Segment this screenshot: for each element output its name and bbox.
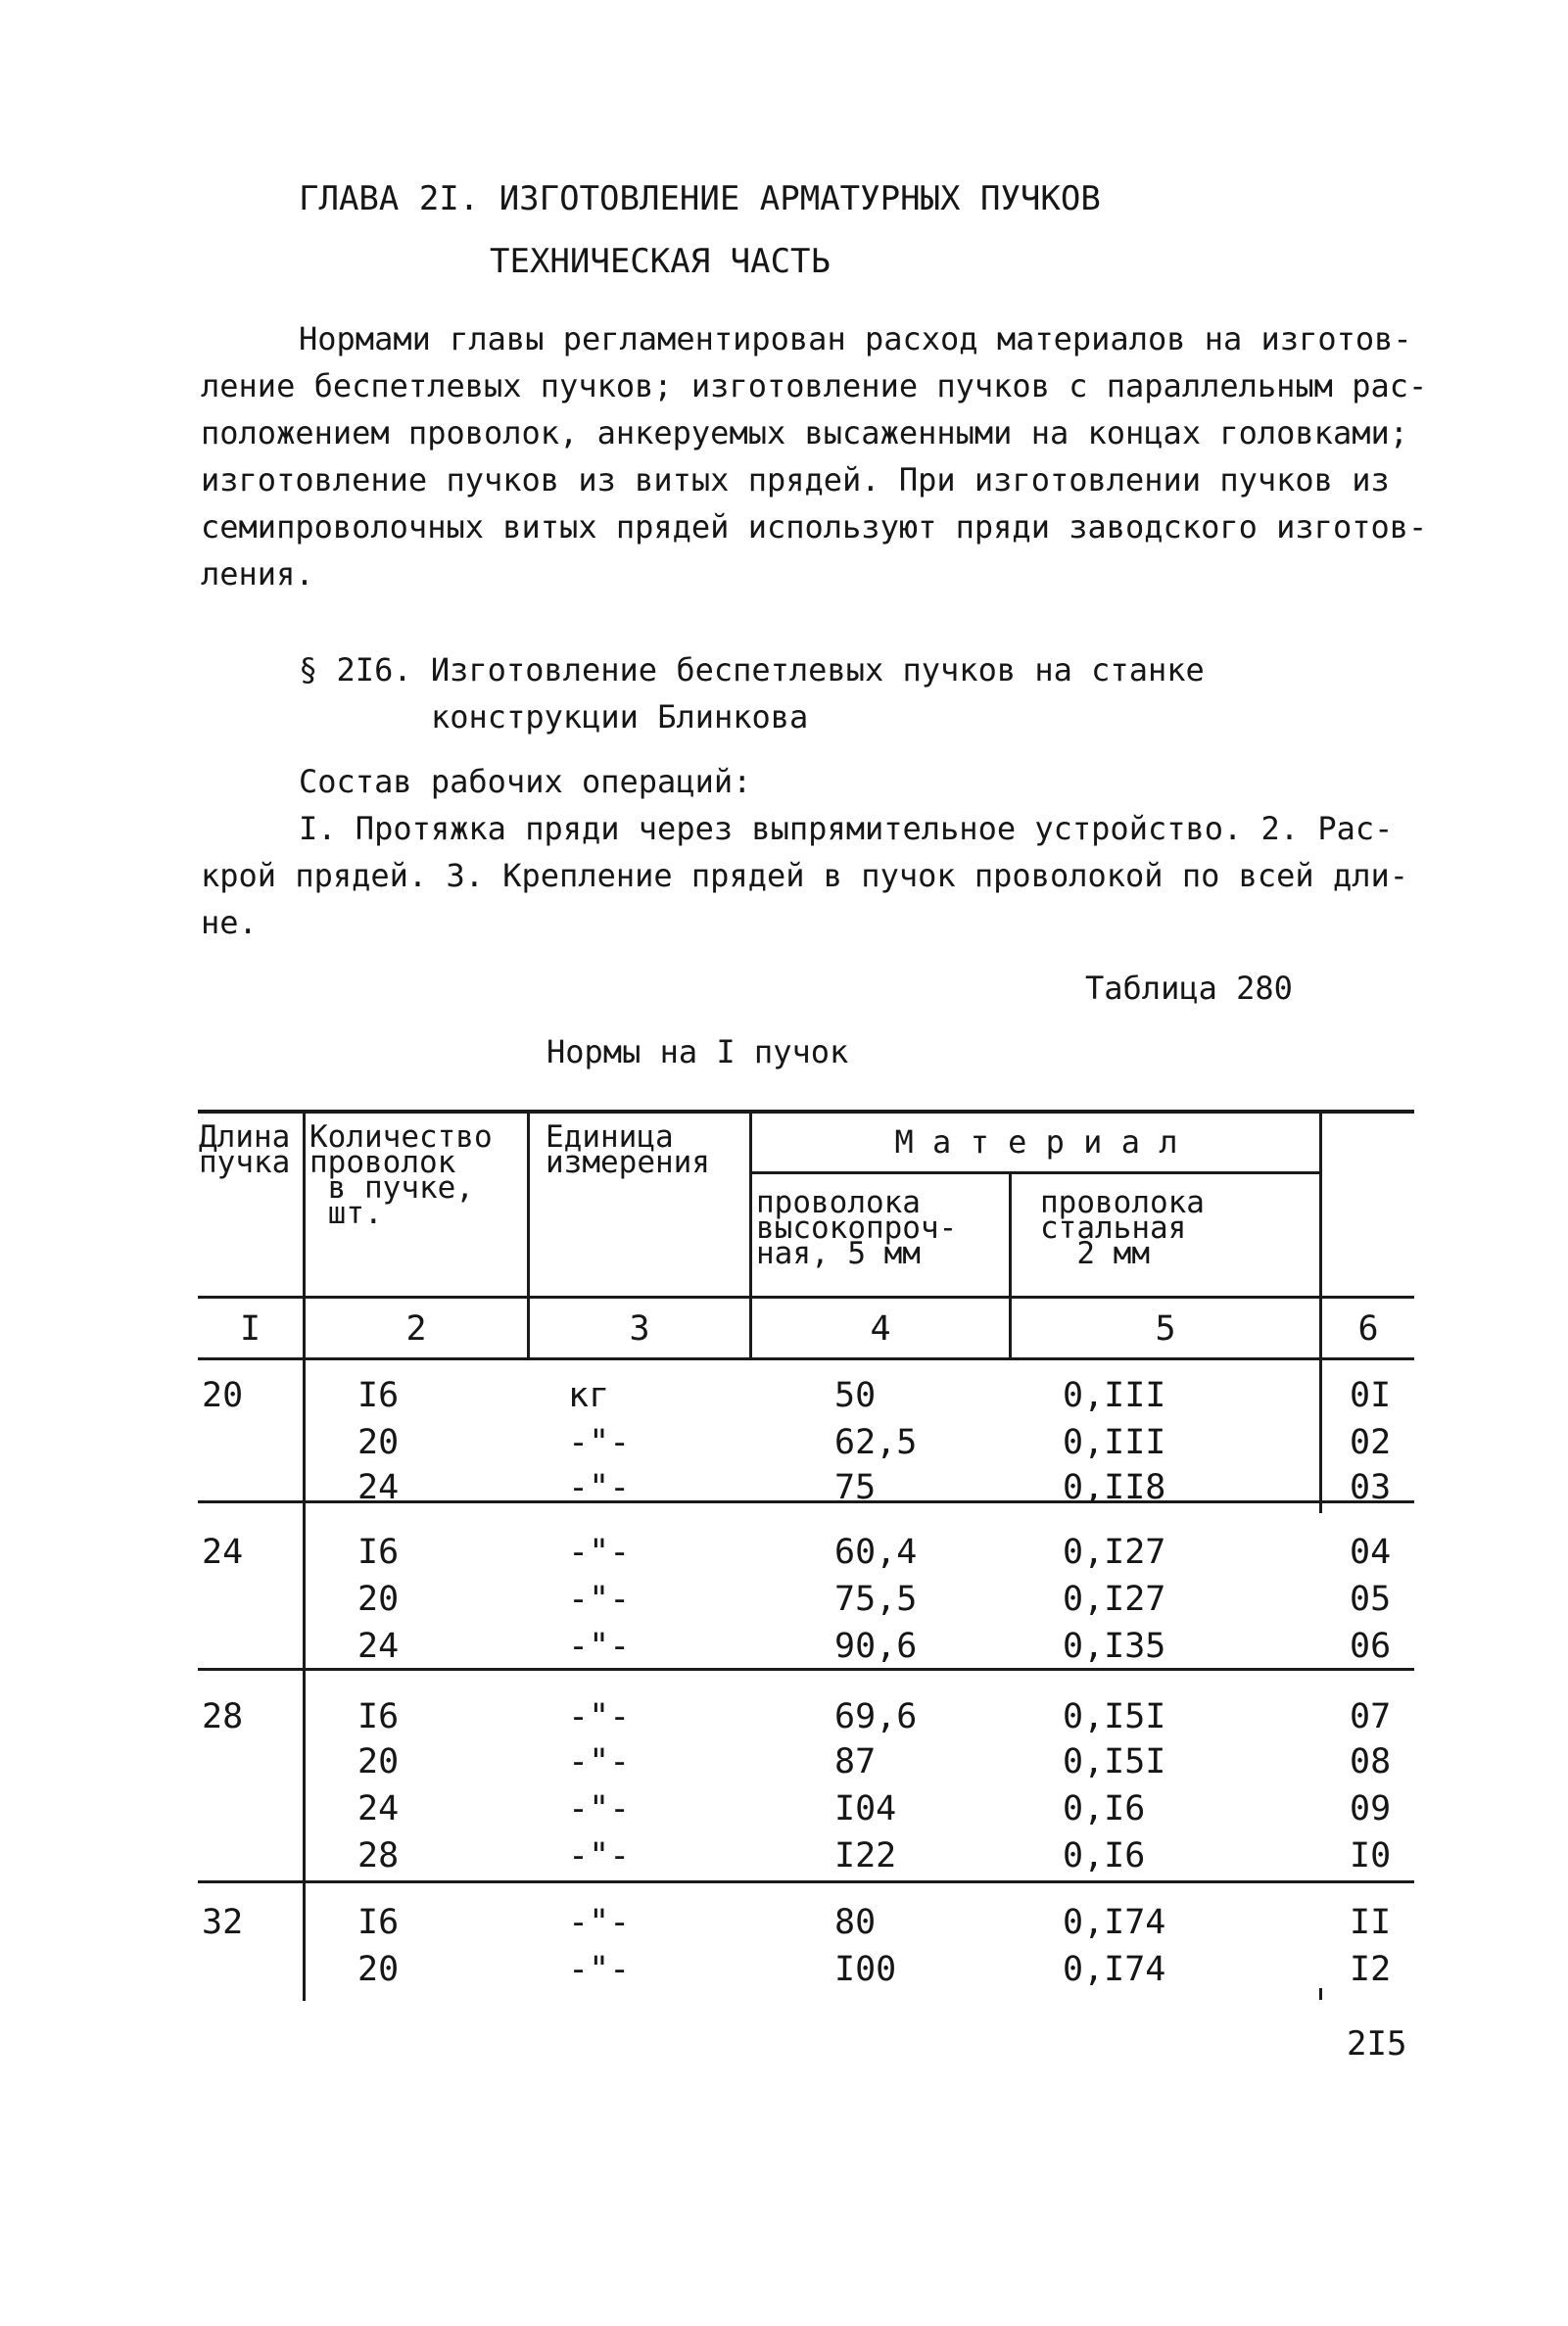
- group-length: 32: [202, 1903, 244, 1942]
- header-wire-high: проволока высокопроч- ная, 5 мм: [756, 1185, 958, 1271]
- table-caption: Нормы на I пучок: [546, 1033, 849, 1070]
- cell-code: II: [1350, 1903, 1392, 1942]
- cell-high: 50: [834, 1376, 877, 1415]
- header-unit: Единица измерения: [546, 1119, 710, 1180]
- cell-unit: -"-: [568, 1423, 631, 1462]
- cell-high: I22: [834, 1836, 897, 1875]
- cell-unit: -"-: [568, 1742, 631, 1781]
- cell-steel: 0,I5I: [1063, 1697, 1166, 1736]
- col-number: 6: [1357, 1309, 1379, 1349]
- cell-count: 28: [357, 1836, 400, 1875]
- header-material: М а т е р и а л: [894, 1123, 1178, 1161]
- cell-unit: -"-: [568, 1468, 631, 1507]
- operations-line: I. Протяжка пряди через выпрямительное устройство. 2. Рас-: [299, 810, 1394, 847]
- operations-title: Состав рабочих операций:: [299, 763, 752, 800]
- chapter-title: ГЛАВА 2I. ИЗГОТОВЛЕНИЕ АРМАТУРНЫХ ПУЧКОВ: [299, 179, 1101, 218]
- cell-code: 02: [1350, 1423, 1392, 1462]
- cell-code: 0I: [1350, 1376, 1392, 1415]
- cell-code: 03: [1350, 1468, 1392, 1507]
- cell-steel: 0,III: [1063, 1423, 1166, 1462]
- cell-high: I00: [834, 1950, 897, 1989]
- cell-count: 20: [357, 1742, 400, 1781]
- cell-steel: 0,I74: [1063, 1903, 1166, 1942]
- group-length: 24: [202, 1533, 244, 1572]
- cell-unit: -"-: [568, 1533, 631, 1572]
- intro-line: положением проволок, анкеруемых высаженными на концах головками;: [201, 414, 1408, 451]
- cell-count: I6: [357, 1533, 400, 1572]
- cell-high: 80: [834, 1903, 877, 1942]
- page-number: 2I5: [1347, 2024, 1407, 2064]
- cell-steel: 0,II8: [1063, 1468, 1166, 1507]
- col-number: 4: [870, 1309, 891, 1349]
- cell-count: 20: [357, 1950, 400, 1989]
- table-label: Таблица 280: [1085, 970, 1293, 1007]
- cell-code: 06: [1350, 1627, 1392, 1666]
- cell-count: 24: [357, 1789, 400, 1828]
- cell-code: 08: [1350, 1742, 1392, 1781]
- cell-count: 20: [357, 1423, 400, 1462]
- cell-count: I6: [357, 1376, 400, 1415]
- section-subtitle: конструкции Блинкова: [431, 698, 809, 736]
- cell-code: 05: [1350, 1580, 1392, 1619]
- header-wire-steel: проволока стальная 2 мм: [1040, 1185, 1205, 1271]
- cell-code: 04: [1350, 1533, 1392, 1572]
- cell-high: I04: [834, 1789, 897, 1828]
- cell-steel: 0,I27: [1063, 1580, 1166, 1619]
- col-number: I: [239, 1309, 261, 1349]
- cell-count: I6: [357, 1697, 400, 1736]
- intro-line: ление беспетлевых пучков; изготовление пучков с параллельным рас-: [201, 367, 1428, 404]
- cell-count: I6: [357, 1903, 400, 1942]
- cell-unit: -"-: [568, 1627, 631, 1666]
- cell-high: 87: [834, 1742, 877, 1781]
- intro-line: изготовление пучков из витых прядей. При изготовлении пучков из: [201, 461, 1390, 498]
- header-length: Длина пучка: [199, 1119, 291, 1180]
- cell-unit: -"-: [568, 1903, 631, 1942]
- col-number: 5: [1155, 1309, 1176, 1349]
- cell-steel: 0,III: [1063, 1376, 1166, 1415]
- group-length: 20: [202, 1376, 244, 1415]
- cell-steel: 0,I74: [1063, 1950, 1166, 1989]
- operations-line: не.: [201, 904, 258, 941]
- intro-line: Нормами главы регламентирован расход материалов на изготов-: [299, 320, 1412, 357]
- cell-high: 75: [834, 1468, 877, 1507]
- intro-line: ления.: [201, 555, 314, 593]
- cell-unit: -"-: [568, 1697, 631, 1736]
- cell-code: 09: [1350, 1789, 1392, 1828]
- section-title: § 2I6. Изготовление беспетлевых пучков на станке: [299, 651, 1205, 688]
- group-length: 28: [202, 1697, 244, 1736]
- part-title: ТЕХНИЧЕСКАЯ ЧАСТЬ: [490, 242, 831, 281]
- header-count: Количество проволок в пучке, шт.: [309, 1119, 493, 1231]
- cell-high: 69,6: [834, 1697, 918, 1736]
- cell-code: I2: [1350, 1950, 1392, 1989]
- cell-steel: 0,I27: [1063, 1533, 1166, 1572]
- cell-count: 24: [357, 1627, 400, 1666]
- cell-high: 60,4: [834, 1533, 918, 1572]
- cell-high: 90,6: [834, 1627, 918, 1666]
- cell-steel: 0,I35: [1063, 1627, 1166, 1666]
- cell-unit: кг: [568, 1376, 610, 1415]
- cell-steel: 0,I5I: [1063, 1742, 1166, 1781]
- cell-code: I0: [1350, 1836, 1392, 1875]
- cell-unit: -"-: [568, 1950, 631, 1989]
- cell-steel: 0,I6: [1063, 1836, 1146, 1875]
- cell-count: 24: [357, 1468, 400, 1507]
- cell-high: 75,5: [834, 1580, 918, 1619]
- operations-line: крой прядей. 3. Крепление прядей в пучок проволокой по всей дли-: [201, 857, 1408, 894]
- cell-count: 20: [357, 1580, 400, 1619]
- cell-unit: -"-: [568, 1789, 631, 1828]
- cell-code: 07: [1350, 1697, 1392, 1736]
- cell-steel: 0,I6: [1063, 1789, 1146, 1828]
- cell-high: 62,5: [834, 1423, 918, 1462]
- col-number: 2: [405, 1309, 427, 1349]
- intro-line: семипроволочных витых прядей используют пряди заводского изготов-: [201, 508, 1428, 546]
- col-number: 3: [629, 1309, 650, 1349]
- cell-unit: -"-: [568, 1580, 631, 1619]
- cell-unit: -"-: [568, 1836, 631, 1875]
